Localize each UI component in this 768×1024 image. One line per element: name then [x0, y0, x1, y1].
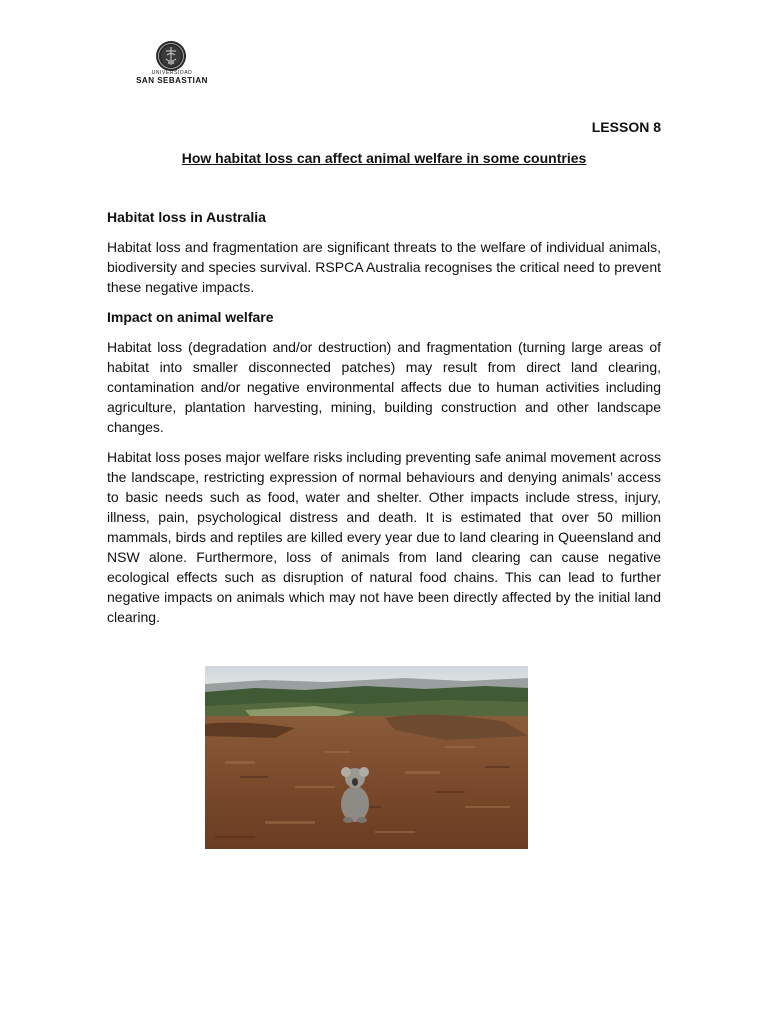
university-logo — [126, 40, 218, 86]
logo-line-1: UNIVERSIDAD — [151, 70, 193, 76]
lesson-label: LESSON 8 — [591, 119, 661, 135]
paragraph-impact-2: Habitat loss poses major welfare risks including preventing safe animal movement across the landscape, restricting expression of normal behaviours and denying animals’ access to basic needs such as food, water and shelter. Other impacts include stress, injury, illness, pain, psychological distress and death. It is estimated that over 50 million mammals, birds and reptiles are killed every year due to land clearing in Queensland and NSW alone. Furthermore, loss of animals from land clearing can cause negative ecological effects such as disruption of natural food chains. This can lead to further negative impacts on animals which may not have been directly affected by the initial land clearing. — [107, 449, 661, 625]
koala-cleared-land-photo — [205, 666, 528, 849]
logo-line-2: SAN SEBASTIAN — [136, 76, 208, 85]
paragraph-habitat-loss: Habitat loss and fragmentation are significant threats to the welfare of individual animals, biodiversity and species survival. RSPCA Australia recognises the critical need to prevent these negative impacts. — [107, 239, 661, 295]
section-heading-habitat-loss: Habitat loss in Australia — [107, 209, 266, 225]
document-title: How habitat loss can affect animal welfare in some countries — [181, 150, 587, 166]
section-heading-impact: Impact on animal welfare — [107, 309, 274, 325]
koala-figure — [341, 767, 369, 823]
university-seal-icon — [155, 40, 187, 72]
paragraph-impact-1: Habitat loss (degradation and/or destruction) and fragmentation (turning large areas of habitat into smaller disconnected patches) may result from direct land clearing, contamination and/or negative environmental affects due to human activities including agriculture, plantation harvesting, mining, building construction and other landscape changes. — [107, 339, 661, 435]
